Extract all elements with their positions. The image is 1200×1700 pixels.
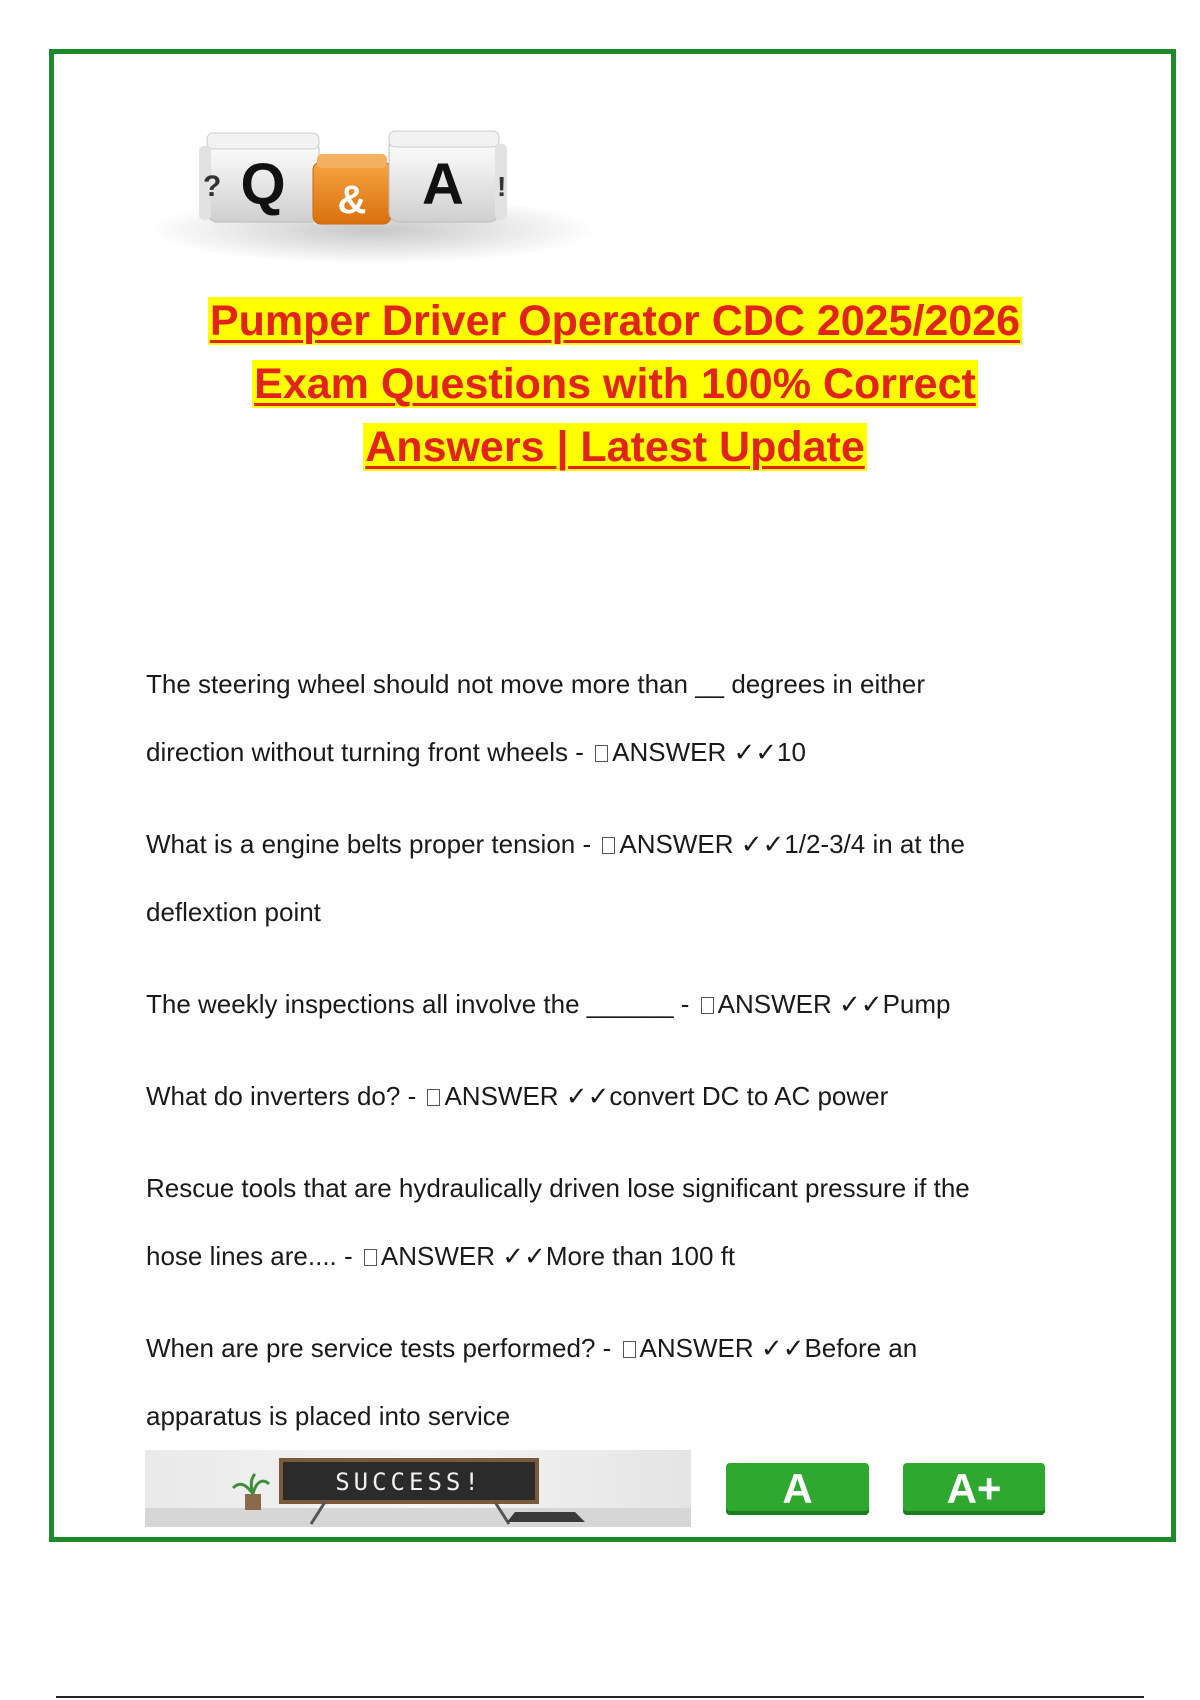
qa-line [146,1222,1076,1290]
qa-line [146,878,1076,946]
qa-line [146,1154,1076,1222]
title-line: Exam Questions with 100% Correct [254,360,976,408]
qa-item [146,1062,1076,1130]
title-line: Pumper Driver Operator CDC 2025/2026 [209,297,1021,345]
answer-text: deflextion point [146,897,321,927]
qa-line [146,1382,1076,1450]
question-text: hose lines are.... - [146,1241,360,1271]
question-text: The steering wheel should not move more than __ degrees in either [146,669,926,699]
grade-a-plus-badge: A+ [903,1463,1045,1515]
logo-letter: ! [497,171,507,202]
answer-label: ANSWER ✓✓ [619,829,785,859]
qa-item [146,650,1076,786]
logo-letter: & [337,178,367,222]
qa-line [146,1314,1076,1382]
answer-text: apparatus is placed into service [146,1401,511,1431]
question-text: direction without turning front wheels - [146,737,592,767]
title-line: Answers | Latest Update [365,423,865,471]
qa-list [146,650,1076,1474]
success-banner-image [145,1450,691,1527]
answer-label: ANSWER ✓✓ [380,1241,546,1271]
answer-text: convert DC to AC power [609,1081,889,1111]
missing-glyph-icon [427,1089,440,1106]
question-text: What do inverters do? - [146,1081,424,1111]
answer-text: More than 100 ft [545,1241,736,1271]
qa-item [146,1314,1076,1450]
qa-line [146,1062,1076,1130]
page-divider [56,1696,1144,1698]
question-text: The weekly inspections all involve the ______ - [146,989,697,1019]
question-text: Rescue tools that are hydraulically driven lose significant pressure if the [146,1173,970,1203]
missing-glyph-icon [623,1341,636,1358]
question-text: When are pre service tests performed? - [146,1333,619,1363]
logo-letter: ? [203,170,222,203]
qa-line [146,650,1076,718]
grade-a-badge: A [726,1463,869,1515]
answer-label: ANSWER ✓✓ [444,1081,610,1111]
answer-text: 10 [777,737,806,767]
q-and-a-dice-icon [145,100,600,265]
answer-label: ANSWER ✓✓ [717,989,883,1019]
answer-text: Pump [882,989,951,1019]
missing-glyph-icon [602,837,615,854]
answer-label: ANSWER ✓✓ [612,737,778,767]
qa-item [146,1154,1076,1290]
answer-label: ANSWER ✓✓ [639,1333,805,1363]
missing-glyph-icon [364,1249,377,1266]
logo-letter: Q [240,152,286,217]
missing-glyph-icon [595,745,608,762]
qa-line [146,970,1076,1038]
qa-item [146,810,1076,946]
qa-line [146,718,1076,786]
question-text: What is a engine belts proper tension - [146,829,599,859]
answer-text: 1/2-3/4 in at the [784,829,965,859]
qa-item [146,970,1076,1038]
logo-letter: A [422,152,464,217]
success-text: SUCCESS! [335,1468,483,1496]
document-title [100,290,1130,479]
answer-text: Before an [804,1333,918,1363]
missing-glyph-icon [701,997,714,1014]
qa-line [146,810,1076,878]
